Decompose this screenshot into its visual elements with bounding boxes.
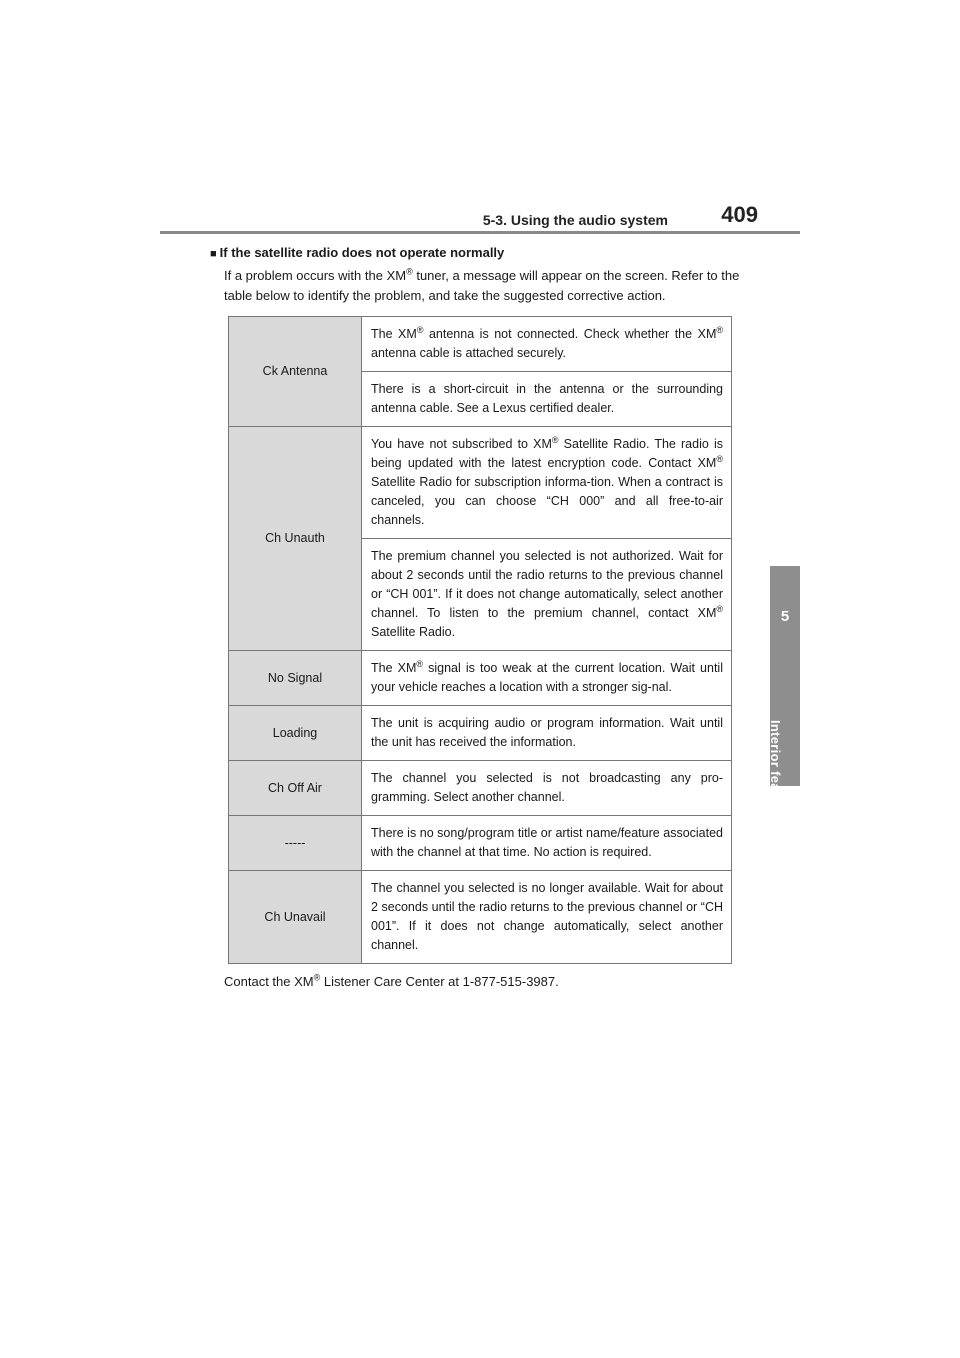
description-text: signal is too weak at the current location. Wait until your vehicle reaches a location with a stronger sig-nal.	[371, 661, 723, 694]
description-cell	[362, 539, 732, 651]
registered-mark: ®	[551, 434, 559, 445]
description-cell	[362, 761, 732, 816]
intro-text: tuner, a message will appear on the screen. Refer to the table below to identify the problem, and take the suggested corrective action.	[224, 268, 740, 303]
description-text: You have not subscribed to XM	[371, 437, 552, 451]
registered-mark: ®	[716, 603, 723, 614]
description-cell	[362, 706, 732, 761]
message-cell: No Signal	[229, 651, 362, 706]
message-cell: Ck Antenna	[229, 317, 362, 427]
table-row	[229, 651, 732, 706]
intro-paragraph	[224, 266, 752, 306]
description-text: Satellite Radio.	[371, 625, 456, 639]
description-text: The channel you selected is not broadcasting any pro-gramming. Select another channel.	[371, 771, 723, 804]
description-cell	[362, 372, 732, 427]
registered-mark: ®	[416, 324, 424, 335]
description-text: The premium channel you selected is not authorized. Wait for about 2 seconds until the radio returns to the previous channel or “CH 001”. If it does not change automatically, select another channel. To listen to the premium channel, contact XM	[371, 549, 723, 620]
registered-mark: ®	[406, 266, 413, 277]
table-row	[229, 317, 732, 372]
description-cell	[362, 816, 732, 871]
section-heading	[210, 245, 750, 260]
description-text: The XM	[371, 327, 417, 341]
contact-line	[224, 974, 750, 989]
registered-mark: ®	[416, 658, 424, 669]
chapter-number: 5	[780, 608, 790, 625]
table-row	[229, 761, 732, 816]
contact-text: Listener Care Center at 1-877-515-3987.	[320, 974, 559, 989]
message-table	[228, 316, 732, 964]
heading-text: If the satellite radio does not operate normally	[219, 245, 505, 260]
description-text: There is a short-circuit in the antenna or the surrounding antenna cable. See a Lexus certified dealer.	[371, 382, 723, 415]
table-row	[229, 427, 732, 539]
description-cell	[362, 317, 732, 372]
contact-text: Contact the XM	[224, 974, 314, 989]
description-text: Satellite Radio. The radio is being updated with the latest encryption code. Contact XM	[371, 437, 723, 470]
message-cell: -----	[229, 816, 362, 871]
description-text: Satellite Radio for subscription informa-tion. When a contract is canceled, you can choose “CH 000” and all free-to-air channels.	[371, 475, 723, 527]
table-row	[229, 871, 732, 964]
description-text: antenna is not connected. Check whether the XM	[423, 327, 717, 341]
message-cell: Loading	[229, 706, 362, 761]
page-content	[210, 245, 750, 989]
chapter-label: Interior features	[768, 720, 783, 825]
message-cell: Ch Off Air	[229, 761, 362, 816]
page-header	[160, 200, 800, 234]
description-cell	[362, 871, 732, 964]
table-row	[229, 706, 732, 761]
description-text: The channel you selected is no longer available. Wait for about 2 seconds until the radio returns to the previous channel or “CH 001”. If it does not change automatically, select another channel.	[371, 881, 723, 952]
table-row	[229, 816, 732, 871]
registered-mark: ®	[313, 972, 321, 983]
registered-mark: ®	[716, 324, 723, 335]
message-cell: Ch Unavail	[229, 871, 362, 964]
description-text: antenna cable is attached securely.	[371, 346, 567, 360]
message-cell: Ch Unauth	[229, 427, 362, 651]
section-title: 5-3. Using the audio system	[482, 212, 668, 228]
description-text: The unit is acquiring audio or program information. Wait until the unit has received the information.	[371, 716, 723, 749]
description-cell	[362, 651, 732, 706]
description-cell	[362, 427, 732, 539]
description-text: The XM	[371, 661, 417, 675]
page-number: 409	[721, 202, 758, 227]
intro-text: If a problem occurs with the XM	[224, 268, 407, 283]
registered-mark: ®	[716, 453, 723, 464]
description-text: There is no song/program title or artist name/feature associated with the channel at that time. No action is required.	[371, 826, 723, 859]
square-bullet-icon: ■	[210, 248, 217, 260]
